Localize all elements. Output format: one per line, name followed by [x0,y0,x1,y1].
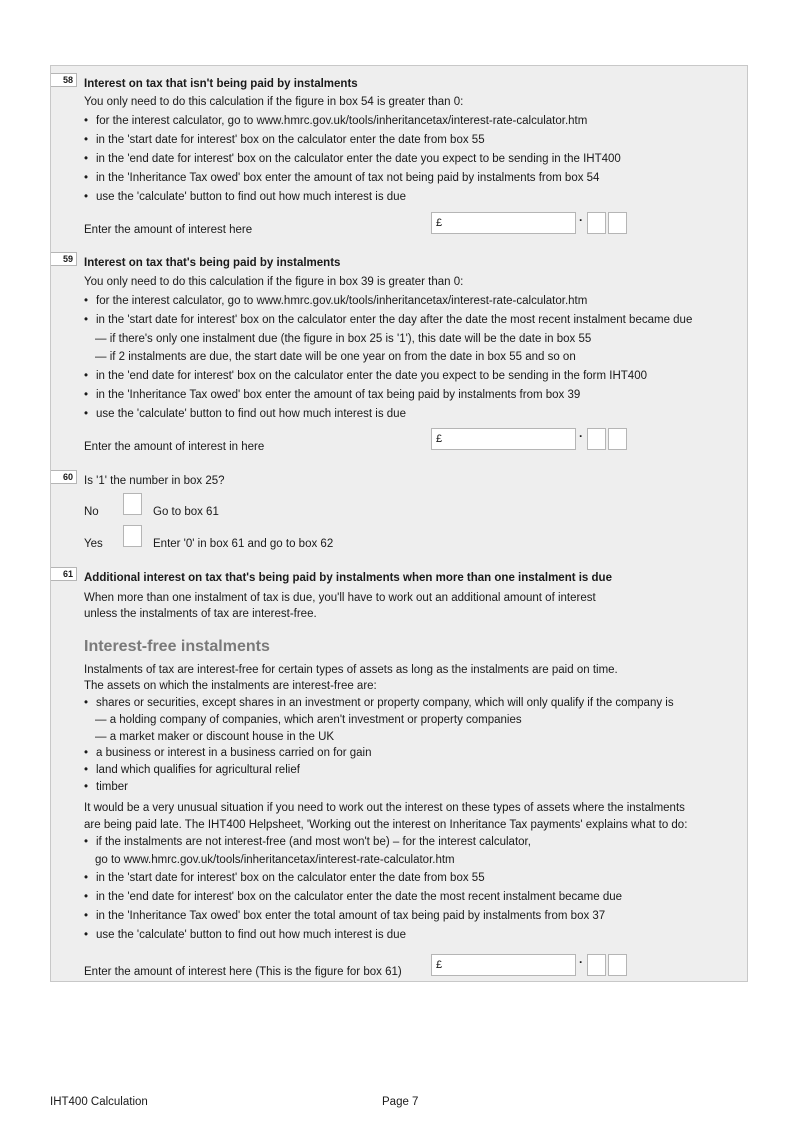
box-58-amount-label: Enter the amount of interest here [84,224,253,236]
box-60-no-label: No [84,506,99,518]
box-58-bullet-4: • in the 'Inheritance Tax owed' box enter the amount of tax not being paid by instalments from box 54 [84,171,599,186]
asset-bullet-1: • shares or securities, except shares in an investment or property company, which will only qualify if the company is [84,696,674,711]
box-58-pounds-input[interactable] [431,212,576,234]
calc-bullet-3: • in the 'end date for interest' box on the calculator enter the date the most recent instalment became due [84,890,622,905]
box-59-amount-label: Enter the amount of interest in here [84,441,265,453]
box-58-title: Interest on tax that isn't being paid by instalments [84,78,358,90]
box-61-title: Additional interest on tax that's being paid by instalments when more than one instalment is due [84,572,612,584]
asset-sub-1: — a holding company of companies, which aren't investment or property companies [95,714,522,726]
box-61-pence-digit-2[interactable] [608,954,627,976]
box-59-sub-1: — if there's only one instalment due (the figure in box 25 is '1'), this date will be the date in box 55 [95,333,592,345]
box-60-no-checkbox[interactable] [123,493,142,515]
box-58-bullet-5: • use the 'calculate' button to find out how much interest is due [84,190,406,205]
asset-sub-2: — a market maker or discount house in the UK [95,731,335,743]
box-60-yes-checkbox[interactable] [123,525,142,547]
box-58-intro: You only need to do this calculation if the figure in box 54 is greater than 0: [84,96,464,108]
calc-bullet-4: • in the 'Inheritance Tax owed' box enter the total amount of tax being paid by instalments from box 37 [84,909,605,924]
box-59-intro: You only need to do this calculation if the figure in box 39 is greater than 0: [84,276,464,288]
box-59-sub-2: — if 2 instalments are due, the start date will be one year on from the date in box 55 and so on [95,351,576,363]
box-58-bullet-3: • in the 'end date for interest' box on the calculator enter the date you expect to be sending in the IHT400 [84,152,621,167]
box-59-bullet-5: • use the 'calculate' button to find out how much interest is due [84,407,406,422]
box-58-bullet-2: • in the 'start date for interest' box on the calculator enter the date from box 55 [84,133,485,148]
box-59-pence-digit-2[interactable] [608,428,627,450]
box-59-bullet-2: • in the 'start date for interest' box on the calculator enter the day after the date the most recent instalment became due [84,313,692,328]
calc-bullet-1-continued: go to www.hmrc.gov.uk/tools/inheritancetax/interest-rate-calculator.htm [95,854,455,866]
box-61-paragraph-3b: are being paid late. The IHT400 Helpsheet, 'Working out the interest on Inheritance Tax payments' explains what to do: [84,819,688,831]
currency-symbol: £ [436,217,443,229]
box-number-60: 60 [51,470,77,484]
box-61-paragraph-1b: unless the instalments of tax are interest-free. [84,608,317,620]
box-60-yes-instruction: Enter '0' in box 61 and go to box 62 [153,538,334,550]
asset-bullet-4: • timber [84,780,128,795]
box-58-bullet-1: • for the interest calculator, go to www.hmrc.gov.uk/tools/inheritancetax/interest-rate-calculator.htm [84,114,587,129]
box-59-pounds-input[interactable] [431,428,576,450]
decimal-point: · [579,955,583,969]
box-61-paragraph-1a: When more than one instalment of tax is due, you'll have to work out an additional amount of interest [84,592,596,604]
asset-bullet-3: • land which qualifies for agricultural relief [84,763,300,778]
box-59-bullet-3: • in the 'end date for interest' box on the calculator enter the date you expect to be sending in the form IHT400 [84,369,647,384]
box-number-61: 61 [51,567,77,581]
asset-bullet-2: • a business or interest in a business carried on for gain [84,746,372,761]
box-58-pence-digit-2[interactable] [608,212,627,234]
box-61-pence-digit-1[interactable] [587,954,606,976]
calc-bullet-2: • in the 'start date for interest' box on the calculator enter the date from box 55 [84,871,485,886]
box-58-pence-digit-1[interactable] [587,212,606,234]
box-61-paragraph-2a: Instalments of tax are interest-free for certain types of assets as long as the instalments are paid on time. [84,664,618,676]
box-59-bullet-1: • for the interest calculator, go to www.hmrc.gov.uk/tools/inheritancetax/interest-rate-calculator.htm [84,294,587,309]
box-59-bullet-4: • in the 'Inheritance Tax owed' box enter the amount of tax being paid by instalments from box 39 [84,388,580,403]
interest-free-heading: Interest-free instalments [84,638,270,655]
box-61-amount-label: Enter the amount of interest here (This is the figure for box 61) [84,966,402,978]
box-59-pence-digit-1[interactable] [587,428,606,450]
footer-page-number: Page 7 [382,1096,419,1108]
box-number-59: 59 [51,252,77,266]
box-60-question: Is '1' the number in box 25? [84,475,225,487]
currency-symbol: £ [436,433,443,445]
box-61-paragraph-3a: It would be a very unusual situation if you need to work out the interest on these types of assets where the instalments [84,802,685,814]
box-60-yes-label: Yes [84,538,103,550]
box-61-pounds-input[interactable] [431,954,576,976]
calc-bullet-5: • use the 'calculate' button to find out how much interest is due [84,928,406,943]
decimal-point: · [579,429,583,443]
box-61-paragraph-2b: The assets on which the instalments are interest-free are: [84,680,377,692]
box-59-title: Interest on tax that's being paid by instalments [84,257,341,269]
decimal-point: · [579,213,583,227]
box-60-no-instruction: Go to box 61 [153,506,219,518]
calc-bullet-1: • if the instalments are not interest-free (and most won't be) – for the interest calculator, [84,835,531,850]
currency-symbol: £ [436,959,443,971]
footer-form-name: IHT400 Calculation [50,1096,148,1108]
box-number-58: 58 [51,73,77,87]
